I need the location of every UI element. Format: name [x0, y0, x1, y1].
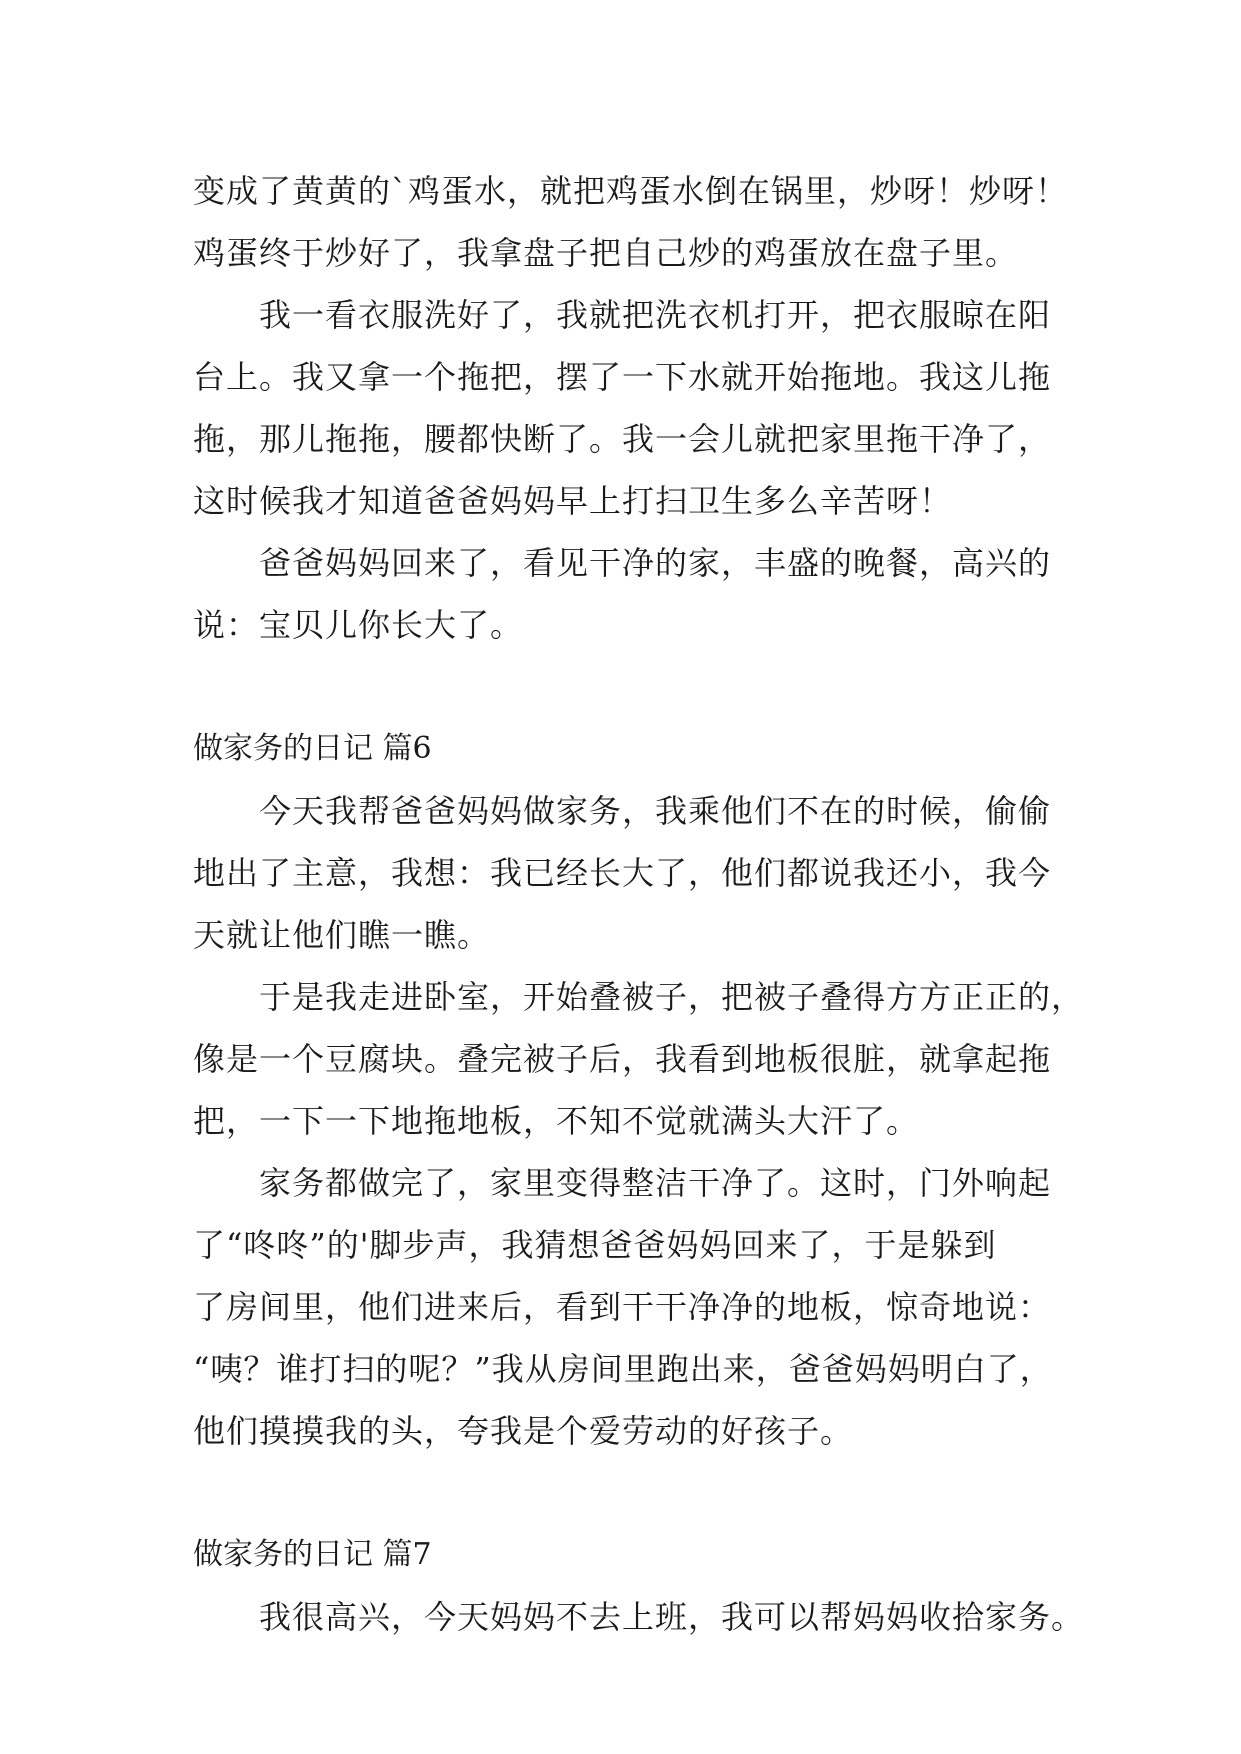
text-line: 今天我帮爸爸妈妈做家务，我乘他们不在的时候，偷偷 — [259, 792, 1052, 830]
text-line: 我很高兴，今天妈妈不去上班，我可以帮妈妈收拾家务。 — [259, 1598, 1085, 1636]
section-6 — [193, 718, 1085, 1462]
text-line: 了“咚咚”的'脚步声，我猜想爸爸妈妈回来了，于是躲到 — [193, 1226, 997, 1264]
section-spacer — [193, 656, 1055, 718]
text-line: 爸爸妈妈回来了，看见干净的家，丰盛的晚餐，高兴的 — [259, 544, 1052, 582]
text-line: “咦？谁打扫的呢？”我从房间里跑出来，爸爸妈妈明白了， — [193, 1350, 1053, 1388]
text-line: 我一看衣服洗好了，我就把洗衣机打开，把衣服晾在阳 — [259, 296, 1052, 334]
document-page — [193, 160, 1085, 1648]
section-spacer — [193, 1462, 1055, 1524]
text-line: 家务都做完了，家里变得整洁干净了。这时，门外响起 — [259, 1164, 1052, 1202]
text-line: 像是一个豆腐块。叠完被子后，我看到地板很脏，就拿起拖 — [193, 1040, 1052, 1078]
section-title: 做家务的日记 篇7 — [193, 1537, 432, 1572]
text-line: 鸡蛋终于炒好了，我拿盘子把自己炒的鸡蛋放在盘子里。 — [193, 234, 1019, 272]
section-title: 做家务的日记 篇6 — [193, 731, 432, 766]
text-line: 说：宝贝儿你长大了。 — [193, 606, 524, 644]
text-line: 他们摸摸我的头，夸我是个爱劳动的好孩子。 — [193, 1412, 854, 1450]
text-line: 变成了黄黄的`鸡蛋水，就把鸡蛋水倒在锅里，炒呀！炒呀！ — [193, 172, 1069, 210]
text-line: 地出了主意，我想：我已经长大了，他们都说我还小，我今 — [193, 854, 1052, 892]
text-line: 天就让他们瞧一瞧。 — [193, 916, 491, 954]
section-previous — [193, 160, 1069, 656]
text-line: 把，一下一下地拖地板，不知不觉就满头大汗了。 — [193, 1102, 920, 1140]
text-line: 拖，那儿拖拖，腰都快断了。我一会儿就把家里拖干净了， — [193, 420, 1052, 458]
text-line: 台上。我又拿一个拖把，摆了一下水就开始拖地。我这儿拖 — [193, 358, 1052, 396]
text-line: 于是我走进卧室，开始叠被子，把被子叠得方方正正的， — [259, 978, 1085, 1016]
section-7 — [193, 1524, 1085, 1648]
text-line: 这时候我才知道爸爸妈妈早上打扫卫生多么辛苦呀！ — [193, 482, 953, 520]
text-line: 了房间里，他们进来后，看到干干净净的地板，惊奇地说： — [193, 1288, 1052, 1326]
